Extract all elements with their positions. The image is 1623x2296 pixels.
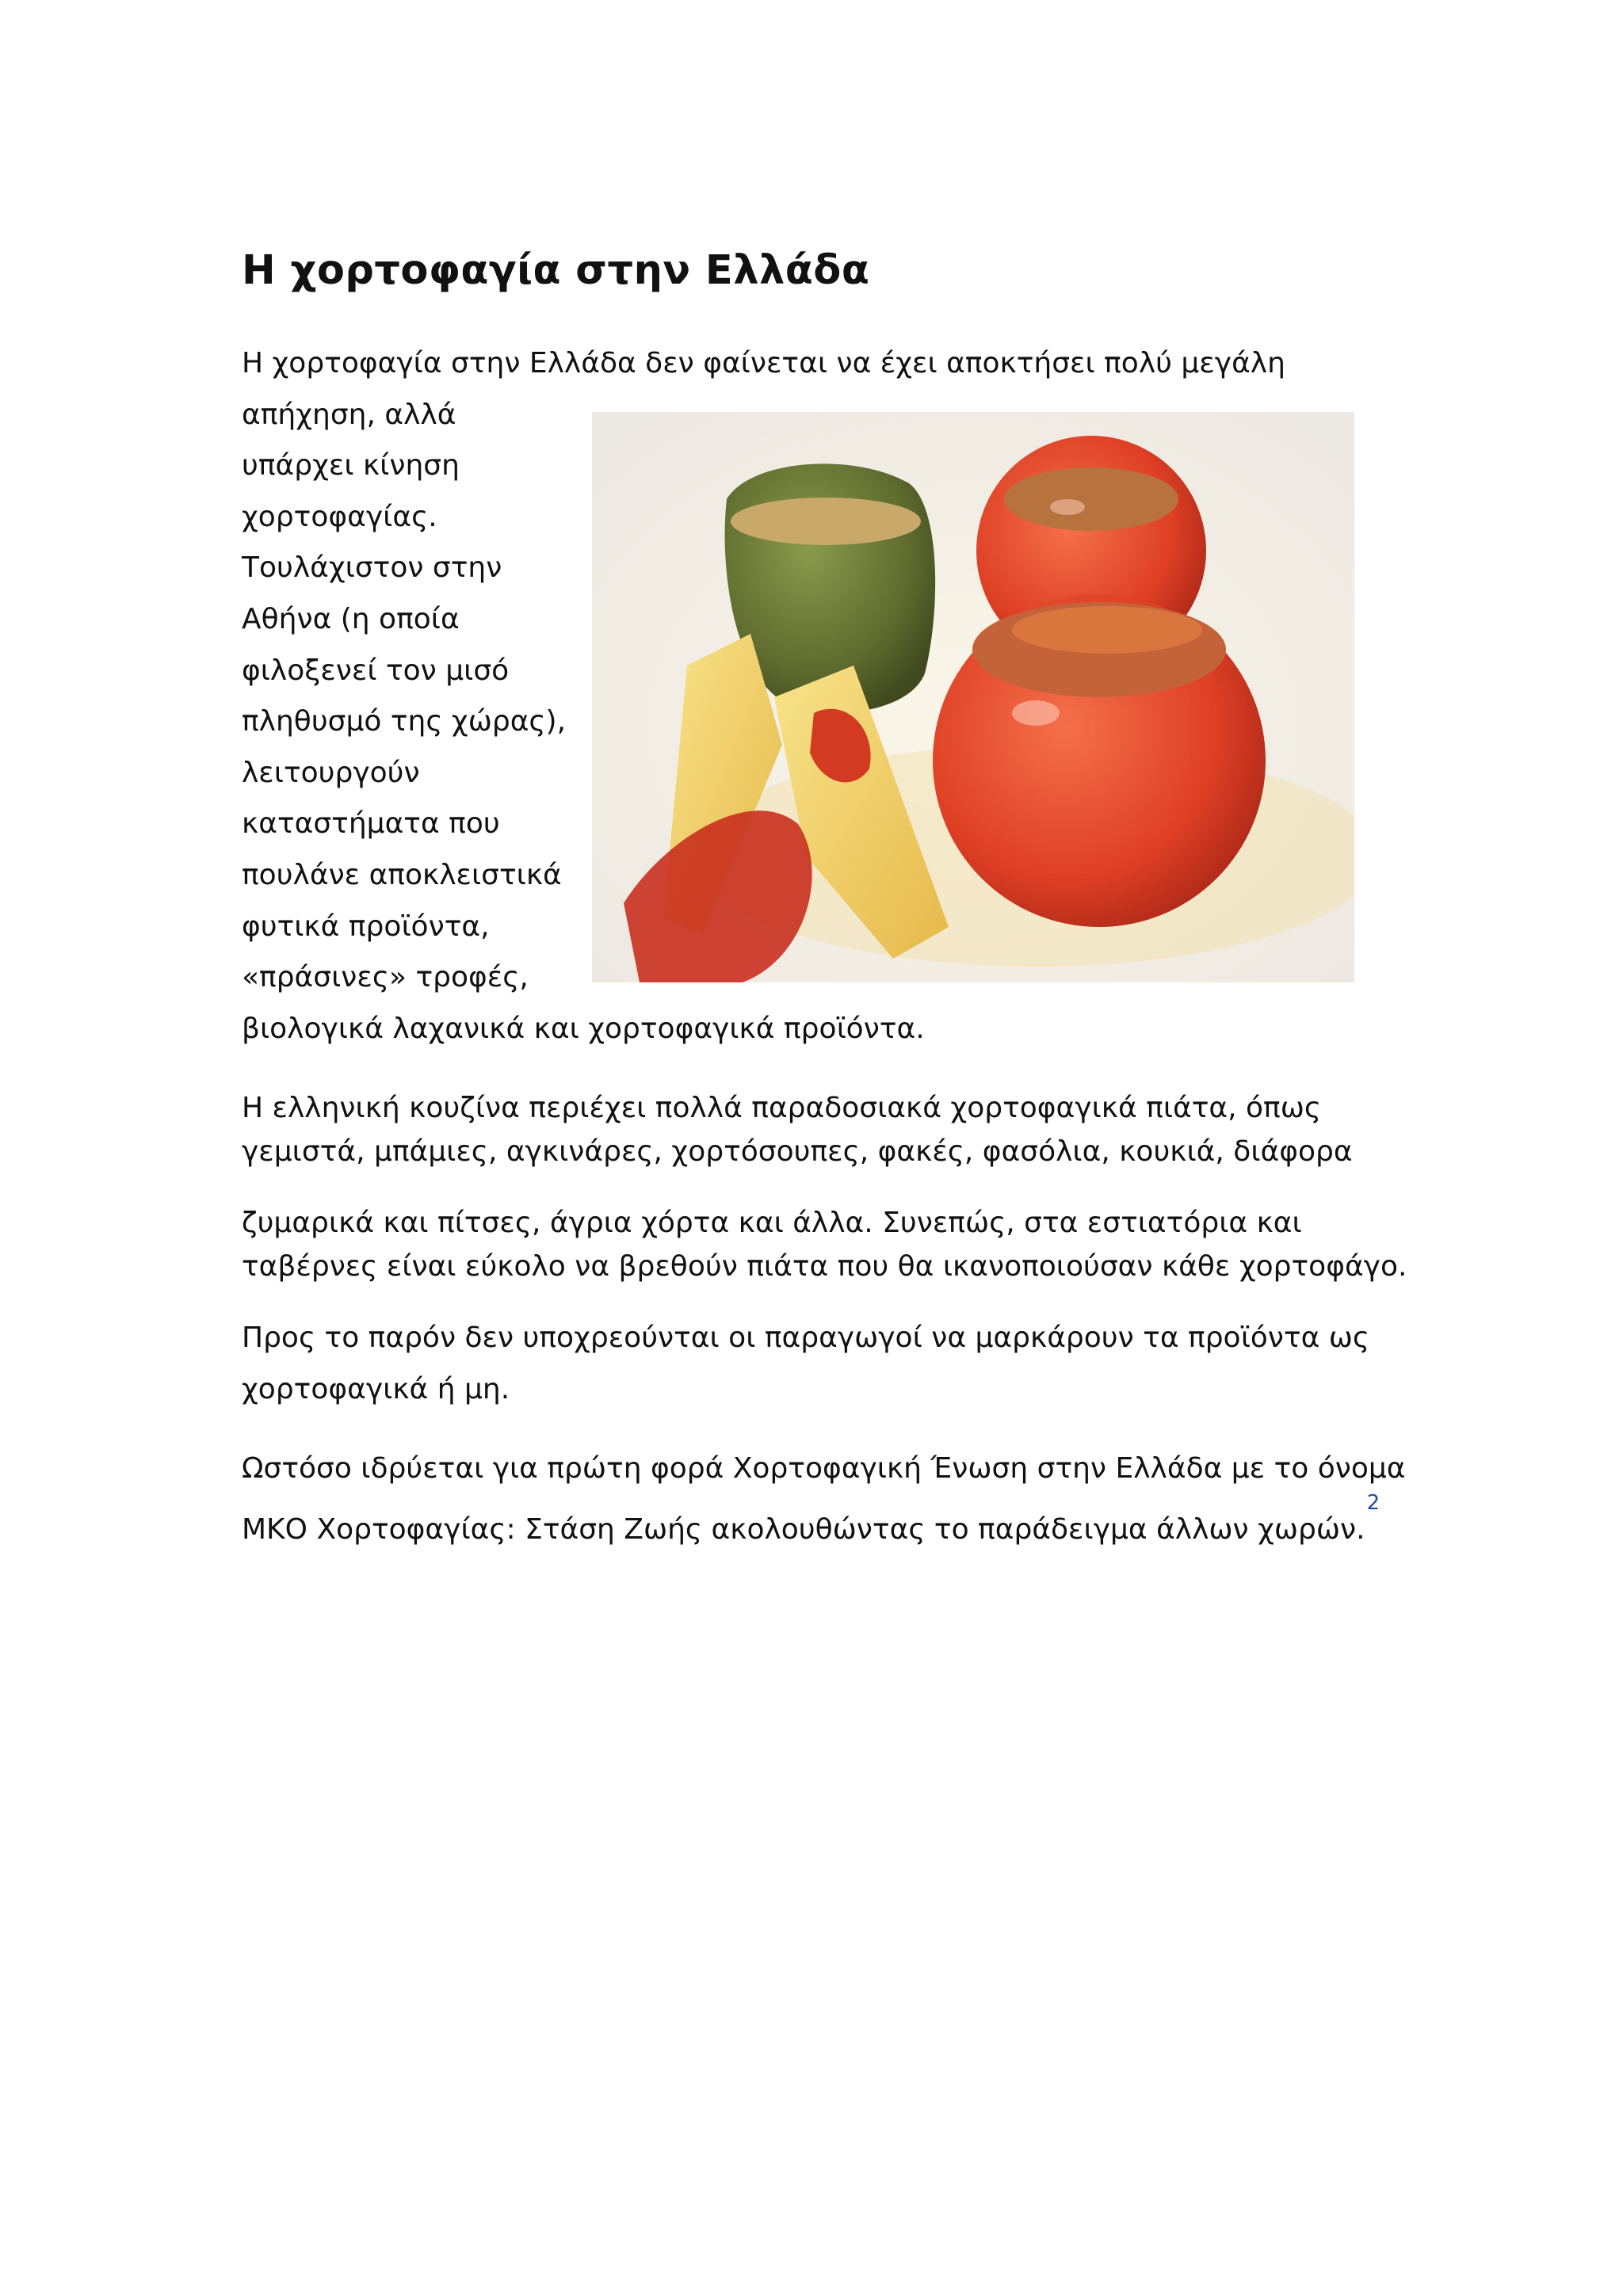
paragraph-line-with-footnote	[242, 1491, 1381, 1546]
intro-line: καταστήματα που	[242, 807, 500, 840]
paragraph-line: Ωστόσο ιδρύεται για πρώτη φορά Χορτοφαγική Ένωση στην Ελλάδα με το όνομα	[242, 1452, 1406, 1485]
intro-line: πουλάνε αποκλειστικά	[242, 859, 562, 891]
paragraph-line: Προς το παρόν δεν υποχρεούνται οι παραγωγοί να μαρκάρουν τα προϊόντα ως	[242, 1322, 1370, 1354]
paragraph-line: Η ελληνική κουζίνα περιέχει πολλά παραδοσιακά χορτοφαγικά πιάτα, όπως	[242, 1092, 1322, 1124]
photo-illustration	[592, 412, 1354, 982]
paragraph-line: ζυμαρικά και πίτσες, άγρια χόρτα και άλλα. Συνεπώς, στα εστιατόρια και	[242, 1207, 1302, 1239]
intro-line: χορτοφαγίας.	[242, 501, 437, 533]
intro-line: πληθυσμό της χώρας),	[242, 705, 567, 738]
intro-line: φυτικά προϊόντα,	[242, 910, 490, 943]
footnote-reference[interactable]: 2	[1366, 1491, 1381, 1515]
intro-line: απήχηση, αλλά	[242, 399, 456, 431]
paragraph-line: χορτοφαγικά ή μη.	[242, 1373, 510, 1405]
paragraph-line: ΜΚΟ Χορτοφαγίας: Στάση Ζωής ακολουθώντας το παράδειγμα άλλων χωρών.	[242, 1513, 1365, 1546]
paragraph-line: γεμιστά, μπάμιες, αγκινάρες, χορτόσουπες, φακές, φασόλια, κουκιά, διάφορα	[242, 1135, 1353, 1168]
stuffed-vegetables-photo	[592, 412, 1354, 982]
page-title: Η χορτοφαγία στην Ελλάδα	[242, 247, 870, 294]
intro-line: Τουλάχιστον στην	[242, 551, 502, 584]
intro-line: Αθήνα (η οποία	[242, 603, 460, 635]
paragraph-line: ταβέρνες είναι εύκολο να βρεθούν πιάτα που θα ικανοποιούσαν κάθε χορτοφάγο.	[242, 1250, 1407, 1283]
intro-line: λειτουργούν	[242, 757, 420, 789]
intro-line: φιλοξενεί τον μισό	[242, 654, 510, 687]
intro-line: «πράσινες» τροφές,	[242, 961, 529, 994]
intro-line: βιολογικά λαχανικά και χορτοφαγικά προϊόντα.	[242, 1013, 925, 1045]
intro-line: Η χορτοφαγία στην Ελλάδα δεν φαίνεται να έχει αποκτήσει πολύ μεγάλη	[242, 347, 1285, 379]
intro-line: υπάρχει κίνηση	[242, 449, 460, 482]
